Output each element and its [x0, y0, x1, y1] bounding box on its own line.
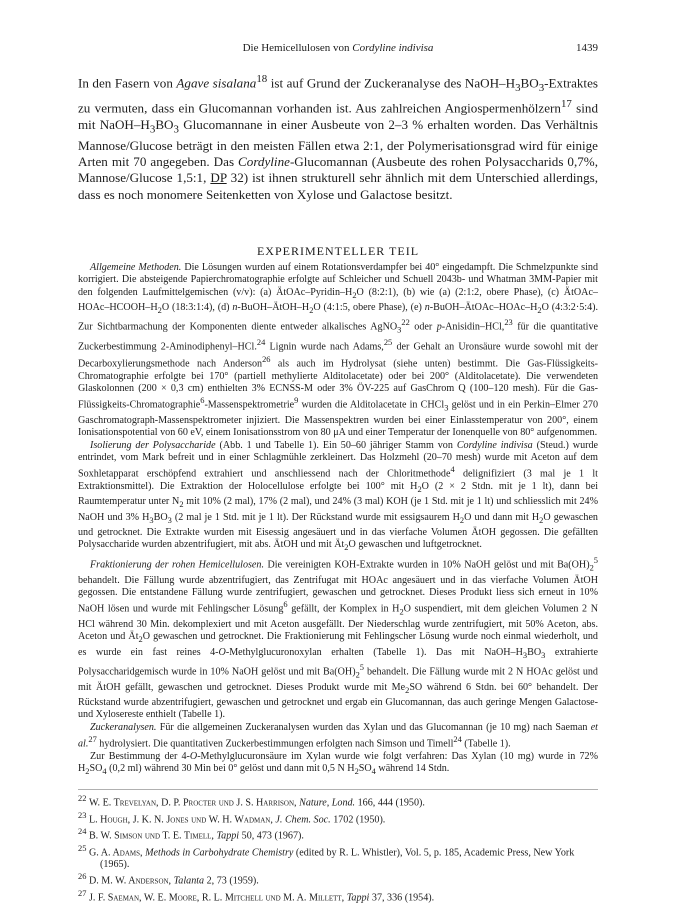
- reference-item: $^{25}$ G. A. Adams, Methods in Carbohydrate Chemistry (edited by R. L. Whistler), Vol. 5, p. 185, Academic Press, New York (1965).: [78, 843, 575, 871]
- intro-text: In den Fasern von Agave sisalana$^{18}$ ist auf Grund der Zuckeranalyse des NaOH–$H_3BO_3$-Extraktes zu vermuten, dass ein Glucomannan vorhanden ist. Aus zahlreichen Angiospermenhölzern$^{17}$ sind mit NaOH–$H_3BO_3$ Glucomannane in einer Ausbeute von 2–3 % erhalten worden. Das Verhältnis Mannose/Glucose beträgt in den meisten Fällen etwa 2:1, der Polymerisationsgrad wird für einige Arten mit 70 angegeben. Das Cordyline-Glucomannan (Ausbeute des rohen Polysaccharids 0,7%, Mannose/Glucose 1,5:1, DP 32) ist ihnen strukturell sehr ähnlich mit dem Unterschied allerdings, dass es noch monomere Seitenketten von Xylose und Galactose besitzt.: [78, 73, 598, 202]
- reference-item: $^{27}$ J. F. Saeman, W. E. Moore, R. L. Mitchell und M. A. Millett, Tappi 37, 336 (1954).: [78, 889, 435, 904]
- reference-item: $^{26}$ D. M. W. Anderson, Talanta 2, 73 (1959).: [78, 872, 259, 887]
- methods-paragraph: Allgemeine Methoden. Die Lösungen wurden auf einem Rotationsverdampfer bei 40° eingedampft. Die Schmelzpunkte sind korrigiert. Die absteigende Papierchromatographie erfolgte auf Schleicher und Schuell 2043b- und Whatman 3MM-Papier mit den folgenden Laufmittelgemischen (v/v): (a) ÄtOAc–$Pyridin-H_2O$ (8:2:1), (b) wie (a) (2:1:2, obere Phase), (c) ÄtOAc–$HOAc-HCOOH-H_2O$ (18:3:1:4), (d) $n-BuOH-ÄtOH-H_2O$ (4:1:5, obere Phase), (e) $n-BuOH-ÄtOAc-HOAc-H_2O$ (4:3:2·5:4). Zur Sichtbarmachung der Komponenten diente entweder alkalisches AgNO$_3^{22}$ oder p-Anisidin–HCl,$^{23}$ für die quantitative Zuckerbestimmung 2-Aminodiphenyl–HCl.$^{24}$ Lignin wurde nach Adams,$^{25}$ der Gehalt an Uronsäure wurde sowohl mit der Decarboxylierungsmethode nach Anderson$^{26}$ als auch im Hydrolysat (siehe unten) bestimmt. Die Gas-Flüssigkeits-Chromatographie erfolgte bei 170° (partiell methylierte Alditolacetate) oder bei 200° (Alditolacetate). Die verwendeten Glaskolonnen (200 × 0,3 cm) enthielten 3% ECNSS-M oder 3% ÖV-225 auf GasChrom Q (100–120 mesh). Für die Gas-Flüssigkeits-Chromatographie$^6$-Massenspektrometrie$^9$ wurden die Alditolacetate in CHCl$_3$ gelöst und in ein Perkin–Elmer 270 Gaschromatograph-Massenspektrometer injiziert. Die Massenspektren wurden bei einer Einlasstemperatur von 200°, einem Ionisationspotential von 60 eV, einem Ionisationsstrom von 80 μA und einer Temperatur der Ionenquelle von 80° aufgenommen.: [78, 262, 599, 439]
- running-header: [78, 40, 598, 56]
- running-title-text: Die Hemicellulosen von: [242, 42, 353, 54]
- fractionation-paragraph: Fraktionierung der rohen Hemicellulosen. Die vereinigten KOH-Extrakte wurden in 10% NaOH gelöst und mit $Ba(OH)_2^5$ behandelt. Die Fällung wurde abzentrifugiert, das Zentrifugat mit HOAc angesäuert und in das vierfache Volumen ÄtOH gegossen. Die entstandene Fällung wurde zentrifugiert, gewaschen und getrocknet. Dieses Produkt liess sich erneut in 10% NaOH lösen und wurde mit Fehlingscher Lösung$^6$ gefällt, der Komplex in $H_2O$ suspendiert, mit dem gleichen Volumen 2 N HCl während 30 Min. dekomplexiert und mit Aceton ausgefällt. Der Niederschlag wurde zentrifugiert, mit 50% Aceton, abs. Aceton und $Ät_2O$ gewaschen und getrocknet. Die Fraktionierung mit Fehlingscher Lösung wurde noch einmal wiederholt, und es wurde ein fast reines 4-O-Methylglucuronoxylan erhalten (Tabelle 1). Das mit NaOH–$H_3BO_3$ extrahierte Polysaccharidgemisch wurde in 10% NaOH gelöst und mit $Ba(OH)_2^5$ behandelt. Die Fällung wurde mit 2 N HOAc gelöst und mit ÄtOH gefällt, gewaschen und getrocknet. Dieses Produkt wurde mit $Me_2SO$ während 6 Stdn. bei 60° behandelt. Der Rückstand wurde abzentrifugiert, gewaschen und getrocknet und ergab ein Glucomannan, das auch geringe Mengen Galactose- und Xylosereste enthielt (Tabelle 1).: [78, 555, 598, 721]
- intro-paragraph: [78, 71, 598, 203]
- determination-paragraph: Zur Bestimmung der 4-O-Methylglucuronsäure im Xylan wurde wie folgt verfahren: Das Xylan (10 mg) wurde in 72% $H_2SO_4$ (0,2 ml) während 30 Min bei 0° gelöst und dann mit 0,5 N $H_2SO_4$ während 14 Stdn.: [78, 750, 598, 777]
- isolation-paragraph: Isolierung der Polysaccharide (Abb. 1 und Tabelle 1). Ein 50–60 jähriger Stamm von Cordyline indivisa (Steud.) wurde entrindet, vom Mark befreit und in einer Schlagmühle zerkleinert. Das Holzmehl (20–70 mesh) wurde mit Aceton auf dem Soxhletapparat erschöpfend extrahiert und anschliessend nach der Chloritmethode$^4$ delignifiziert (3 mal je 1 lt Extraktionsmittel). Die Extraktion der Holocellulose erfolgte bei 100° mit $H_2O$ (2 × 2 Stdn. mit je 1 lt), dann bei Raumtemperatur unter $N_2$ mit 10% (2 mal), 17% (2 mal), und 24% (3 mal) KOH (je 1 Std. mit je 1 lt) und schliesslich mit 24% NaOH und 3% $H_3BO_3$ (2 mal je 1 Std. mit je 1 lt). Der Rückstand wurde mit essigsaurem $H_2O$ und dann mit $H_2O$ gewaschen und getrocknet. Die Extrakte wurden mit Eisessig angesäuert und in das vierfache Volumen ÄtOH gegossen. Die gefällten Polysaccharide wurden abzentrifugiert, mit abs. ÄtOH und mit $Ät_2O$ gewaschen und luftgetrocknet.: [78, 439, 599, 553]
- reference-list: [78, 793, 598, 905]
- reference-item: $^{22}$ W. E. Trevelyan, D. P. Procter und J. S. Harrison, Nature, Lond. 166, 444 (1950).: [78, 794, 425, 809]
- experimental-section: [78, 262, 598, 779]
- page-number: 1439: [576, 42, 598, 54]
- running-title: [243, 42, 434, 54]
- sugar-analysis-paragraph: Zuckeranalysen. Für die allgemeinen Zuckeranalysen wurden das Xylan und das Glucomannan (je 10 mg) nach Saeman et al.$^{27}$ hydrolysiert. Die quantitativen Zuckerbestimmungen erfolgten nach Simson und Timell$^{24}$ (Tabelle 1).: [78, 721, 598, 750]
- section-heading: EXPERIMENTELLER TEIL: [256, 244, 420, 258]
- running-title-species: Cordyline indivisa: [352, 42, 434, 54]
- footnote-divider: [78, 789, 598, 790]
- reference-item: $^{23}$ L. Hough, J. K. N. Jones und W. H. Wadman, J. Chem. Soc. 1702 (1950).: [78, 810, 386, 825]
- reference-item: $^{24}$ B. W. Simson und T. E. Timell, Tappi 50, 473 (1967).: [78, 827, 304, 842]
